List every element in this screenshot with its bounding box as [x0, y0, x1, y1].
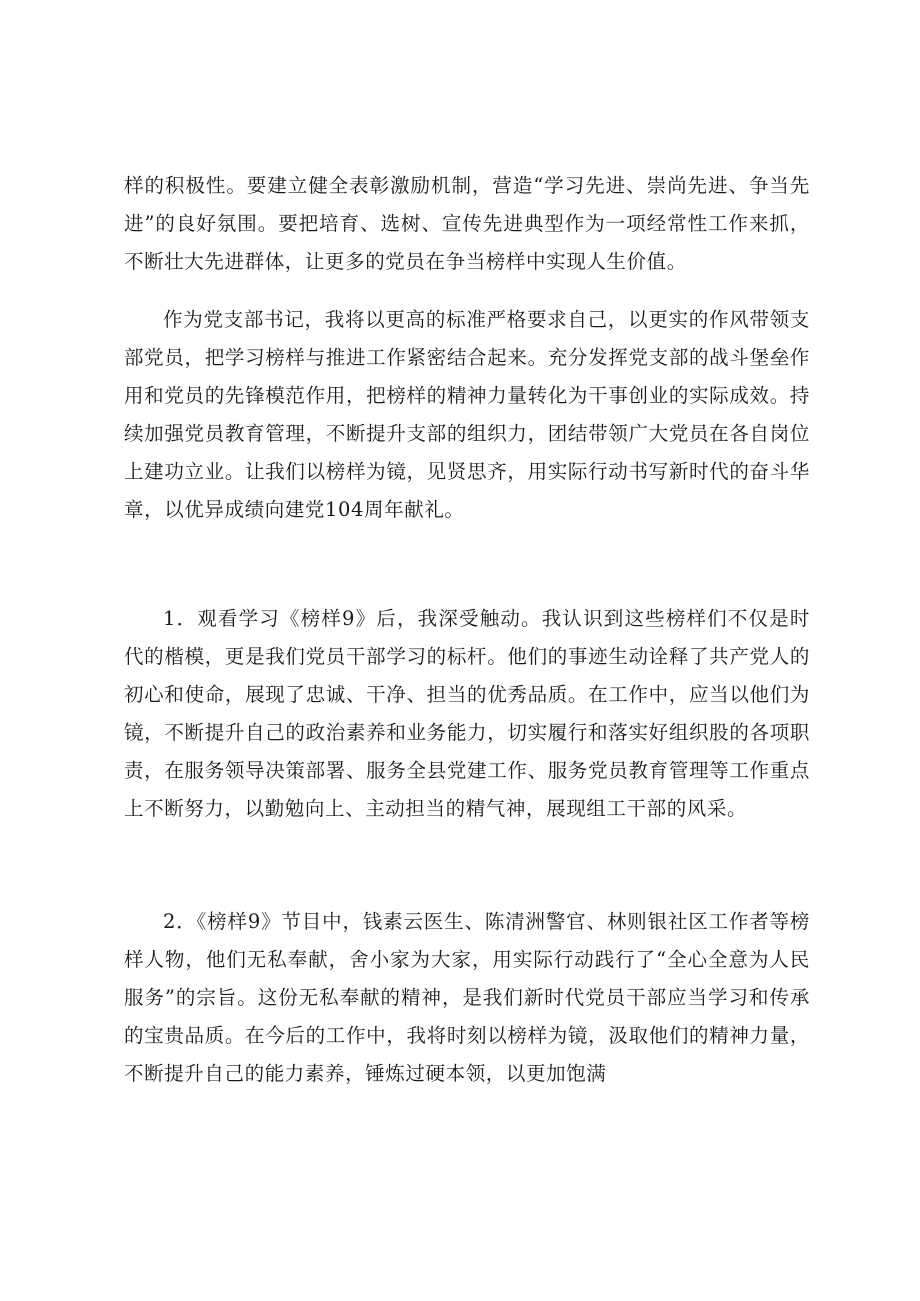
- paragraph-text: 1．观看学习《榜样9》后，我深受触动。我认识到这些榜样们不仅是时代的楷模，更是我们党员干部学习的标杆。他们的事迹生动诠释了共产党人的初心和使命，展现了忠诚、干净、担当的优秀品质。在工作中，应当以他们为镜，不断提升自己的政治素养和业务能力，切实履行和落实好组织股的各项职责，在服务领导决策部署、服务全县党建工作、服务党员教育管理等工作重点上不断努力，以勤勉向上、主动担当的精气神，展现组工干部的风采。: [124, 607, 810, 820]
- paragraph-text: 2．《榜样9》节目中，钱素云医生、陈清洲警官、林则银社区工作者等榜样人物，他们无私奉献，舍小家为大家，用实际行动践行了“全心全意为人民服务”的宗旨。这份无私奉献的精神，是我们新时代党员干部应当学习和传承的宝贵品质。在今后的工作中，我将时刻以榜样为镜，汲取他们的精神力量，不断提升自己的能力素养，锤炼过硬本领，以更加饱满: [124, 910, 810, 1085]
- paragraph-branch-secretary: [124, 301, 810, 529]
- paragraph-item-1: [124, 600, 810, 828]
- paragraph-text: 作为党支部书记，我将以更高的标准严格要求自己，以更实的作风带领支部党员，把学习榜样与推进工作紧密结合起来。充分发挥党支部的战斗堡垒作用和党员的先锋模范作用，把榜样的精神力量转化为干事创业的实际成效。持续加强党员教育管理，不断提升支部的组织力，团结带领广大党员在各自岗位上建功立业。让我们以榜样为镜，见贤思齐，用实际行动书写新时代的奋斗华章，以优异成绩向建党104周年献礼。: [124, 308, 810, 521]
- paragraph-text: 样的积极性。要建立健全表彰激励机制，营造“学习先进、崇尚先进、争当先进”的良好氛围。要把培育、选树、宣传先进典型作为一项经常性工作来抓，不断壮大先进群体，让更多的党员在争当榜样中实现人生价值。: [124, 174, 810, 273]
- paragraph-item-2: [124, 903, 810, 1093]
- paragraph-continuation: [124, 167, 810, 281]
